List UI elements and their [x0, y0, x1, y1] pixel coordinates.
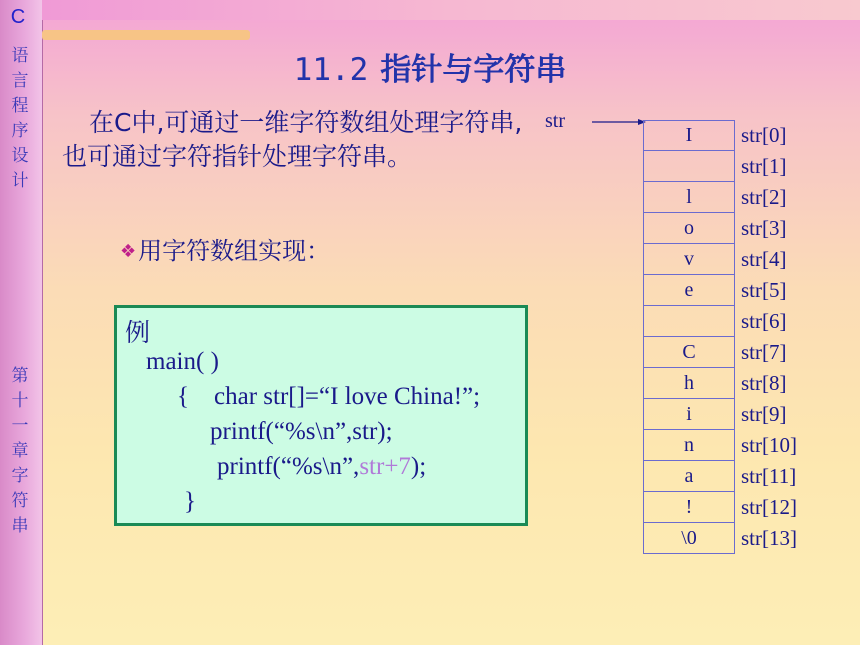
- char-array-cells: [643, 120, 735, 554]
- code-label: 例: [125, 320, 151, 347]
- section-title: 指针与字符串: [380, 52, 567, 88]
- array-index-label: str[13]: [741, 526, 797, 550]
- array-index-label: str[2]: [741, 185, 787, 209]
- array-index-label: str[9]: [741, 402, 787, 426]
- array-cell: n: [643, 430, 735, 461]
- array-index-label: str[0]: [741, 123, 787, 147]
- array-cell: \0: [643, 523, 735, 554]
- array-index-label: str[4]: [741, 247, 787, 271]
- array-index-label: str[11]: [741, 464, 797, 488]
- code-line-2: { char str[]=“I love China!”;: [177, 383, 481, 410]
- array-index-label: str[5]: [741, 278, 787, 302]
- code-line-4-pre: printf(“%s\n”,: [217, 453, 360, 480]
- course-badge: C: [10, 6, 26, 28]
- array-cell: h: [643, 368, 735, 399]
- array-cell: C: [643, 337, 735, 368]
- code-line-4: [217, 453, 426, 481]
- array-index-labels: [741, 120, 797, 554]
- array-index-label: str[6]: [741, 309, 787, 333]
- array-cell: a: [643, 461, 735, 492]
- section-number: 11.2: [293, 52, 369, 88]
- array-cell: l: [643, 182, 735, 213]
- array-index-label: str[10]: [741, 433, 797, 457]
- top-decoration: [42, 0, 860, 20]
- code-line-3: printf(“%s\n”,str);: [210, 418, 393, 445]
- code-line-5: }: [184, 488, 196, 515]
- code-highlight: str+7: [359, 453, 411, 480]
- intro-paragraph: 在C中,可通过一维字符数组处理字符串,也可通过字符指针处理字符串。: [62, 108, 523, 171]
- array-index-label: str[7]: [741, 340, 787, 364]
- array-cell: [643, 306, 735, 337]
- array-cell: !: [643, 492, 735, 523]
- array-cell: i: [643, 399, 735, 430]
- bullet-text: 用字符数组实现：: [138, 237, 331, 265]
- sidebar: [0, 0, 43, 645]
- array-cell: I: [643, 120, 735, 151]
- array-index-label: str[12]: [741, 495, 797, 519]
- array-index-label: str[8]: [741, 371, 787, 395]
- pointer-label: str: [545, 110, 565, 132]
- array-cell: [643, 151, 735, 182]
- chapter-title-vertical: 第十一章 字符串: [11, 366, 29, 536]
- slide-title: [0, 44, 860, 89]
- array-cell: e: [643, 275, 735, 306]
- course-title-vertical: 语言程序设计: [11, 46, 29, 191]
- diamond-bullet-icon: ❖: [120, 241, 137, 262]
- array-index-label: str[3]: [741, 216, 787, 240]
- array-cell: o: [643, 213, 735, 244]
- bullet-item: [120, 231, 330, 266]
- code-line-1: main( ): [146, 348, 219, 375]
- pointer-arrow: [592, 118, 648, 128]
- code-example-box: [114, 305, 528, 526]
- array-cell: v: [643, 244, 735, 275]
- top-accent-bar: [42, 30, 250, 40]
- code-line-4-post: );: [410, 453, 427, 480]
- array-index-label: str[1]: [741, 154, 787, 178]
